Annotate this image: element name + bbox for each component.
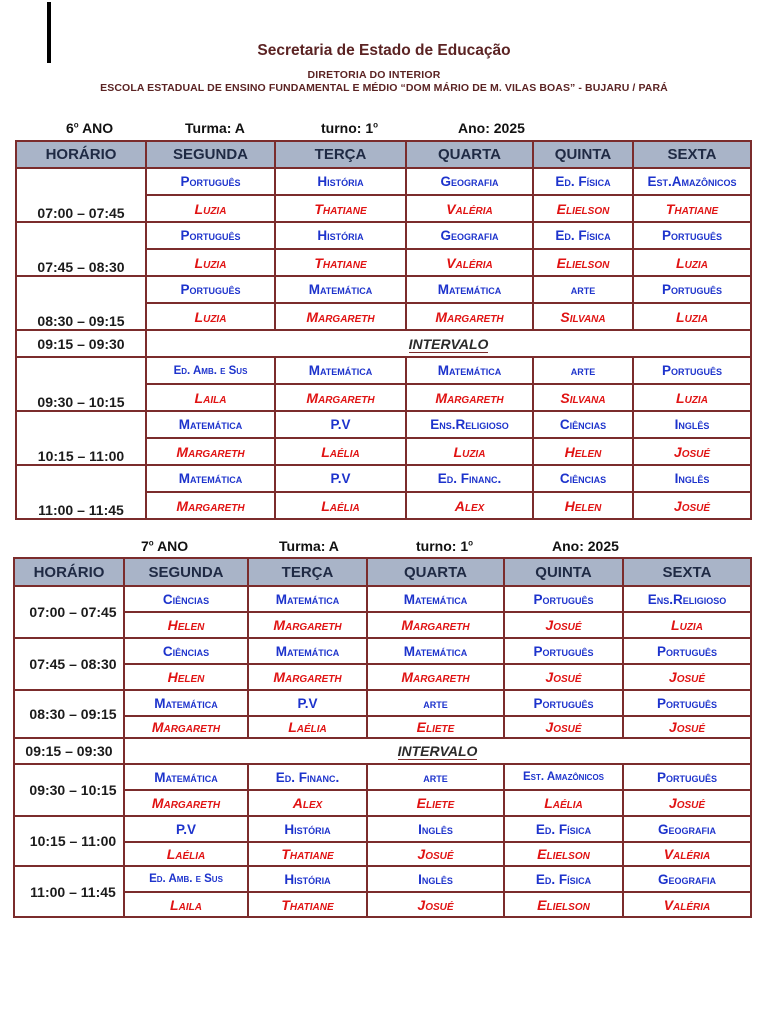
subject-cell: arte [533, 276, 633, 303]
subject-row [14, 638, 751, 664]
subject-cell: arte [367, 764, 504, 790]
time-slot: 07:45 – 08:30 [16, 222, 146, 276]
teacher-cell: Valéria [623, 842, 751, 866]
subject-cell: Matemática [367, 638, 504, 664]
teacher-cell: Valéria [623, 892, 751, 917]
teacher-cell: Eliete [367, 790, 504, 816]
subject-cell: História [248, 866, 367, 892]
interval-row [16, 330, 751, 357]
teacher-cell: Laélia [275, 438, 406, 465]
subject-row [16, 357, 751, 384]
subject-cell: Ed. Física [533, 222, 633, 249]
teacher-cell: Helen [124, 612, 248, 638]
subject-cell: Inglês [633, 411, 751, 438]
interval-cell [146, 330, 751, 357]
subject-cell: Ed. Amb. e Sus [146, 357, 275, 384]
subject-row [14, 690, 751, 716]
year-label: Ano: 2025 [458, 120, 525, 136]
subject-cell: Português [146, 222, 275, 249]
teacher-cell: Silvana [533, 303, 633, 330]
subject-cell: História [248, 816, 367, 842]
teacher-cell: Margareth [146, 438, 275, 465]
subject-cell: Geografia [406, 222, 533, 249]
subject-row [14, 764, 751, 790]
schedule-table-6-ano [15, 140, 752, 520]
subject-cell: Ens.Religioso [623, 586, 751, 612]
subject-cell: Português [504, 638, 623, 664]
teacher-cell: Valéria [406, 249, 533, 276]
subject-cell: Ciências [124, 638, 248, 664]
teacher-cell: Margareth [406, 384, 533, 411]
teacher-row [14, 716, 751, 738]
teacher-cell: Alex [248, 790, 367, 816]
subject-cell: Matemática [146, 465, 275, 492]
teacher-cell: Elielson [533, 249, 633, 276]
time-slot: 08:30 – 09:15 [14, 690, 124, 738]
subject-cell: Português [146, 276, 275, 303]
subject-cell: Ciências [124, 586, 248, 612]
subject-cell: Ciências [533, 465, 633, 492]
teacher-cell: Margareth [367, 664, 504, 690]
subject-cell: Português [146, 168, 275, 195]
teacher-cell: Laila [146, 384, 275, 411]
teacher-cell: Margareth [146, 492, 275, 519]
subject-row [16, 168, 751, 195]
teacher-cell: Thatiane [248, 892, 367, 917]
time-slot: 07:45 – 08:30 [14, 638, 124, 690]
subject-cell: Ciências [533, 411, 633, 438]
teacher-row [14, 664, 751, 690]
time-slot: 10:15 – 11:00 [14, 816, 124, 866]
page-title: Secretaria de Estado de Educação [257, 42, 511, 59]
subject-cell: Matemática [146, 411, 275, 438]
subject-cell: Ed. Financ. [248, 764, 367, 790]
column-header-quarta: QUARTA [367, 558, 504, 586]
teacher-cell: Thatiane [275, 249, 406, 276]
teacher-cell: Margareth [275, 384, 406, 411]
page-subtitle-directorate: DIRETORIA DO INTERIOR [307, 69, 441, 81]
schedule-table-7-ano [13, 557, 752, 918]
subject-cell: Est. Amazônicos [504, 764, 623, 790]
shift-label: turno: 1$^o$ [321, 120, 378, 136]
teacher-cell: Luzia [623, 612, 751, 638]
subject-cell: Matemática [367, 586, 504, 612]
subject-cell: Português [623, 638, 751, 664]
grade-label: 6$^o$ ANO [66, 120, 114, 136]
column-header-quinta: QUINTA [504, 558, 623, 586]
teacher-cell: Luzia [406, 438, 533, 465]
subject-cell: Ed. Física [504, 866, 623, 892]
teacher-cell: Luzia [633, 249, 751, 276]
subject-row [14, 586, 751, 612]
interval-time: 09:15 – 09:30 [16, 330, 146, 357]
teacher-cell: Silvana [533, 384, 633, 411]
teacher-cell: Josué [623, 790, 751, 816]
subject-cell: Português [504, 690, 623, 716]
subject-cell: Matemática [406, 276, 533, 303]
subject-cell: Geografia [623, 816, 751, 842]
teacher-cell: Margareth [248, 612, 367, 638]
subject-cell: Português [623, 690, 751, 716]
time-slot: 10:15 – 11:00 [16, 411, 146, 465]
teacher-cell: Margareth [406, 303, 533, 330]
interval-time: 09:15 – 09:30 [14, 738, 124, 764]
teacher-cell: Laélia [275, 492, 406, 519]
time-slot: 11:00 – 11:45 [16, 465, 146, 519]
teacher-cell: Margareth [367, 612, 504, 638]
subject-cell: Matemática [406, 357, 533, 384]
interval-label: INTERVALO [408, 335, 489, 352]
subject-cell: Geografia [406, 168, 533, 195]
subject-cell: Português [633, 276, 751, 303]
teacher-cell: Josué [633, 492, 751, 519]
column-header-quinta: QUINTA [533, 141, 633, 168]
subject-row [16, 465, 751, 492]
time-slot: 08:30 – 09:15 [16, 276, 146, 330]
subject-cell: Português [633, 222, 751, 249]
teacher-cell: Margareth [124, 716, 248, 738]
subject-cell: Matemática [275, 276, 406, 303]
teacher-cell: Luzia [146, 249, 275, 276]
teacher-cell: Laila [124, 892, 248, 917]
time-slot: 09:30 – 10:15 [16, 357, 146, 411]
time-slot: 11:00 – 11:45 [14, 866, 124, 917]
teacher-cell: Eliete [367, 716, 504, 738]
teacher-cell: Elielson [504, 842, 623, 866]
teacher-cell: Josué [633, 438, 751, 465]
subject-cell: Ed. Financ. [406, 465, 533, 492]
subject-cell: Matemática [248, 586, 367, 612]
teacher-cell: Margareth [124, 790, 248, 816]
column-header-segunda: SEGUNDA [124, 558, 248, 586]
teacher-cell: Elielson [504, 892, 623, 917]
subject-cell: Matemática [275, 357, 406, 384]
subject-cell: Ed. Física [504, 816, 623, 842]
subject-row [16, 222, 751, 249]
teacher-cell: Valéria [406, 195, 533, 222]
subject-cell: Matemática [248, 638, 367, 664]
subject-cell: arte [367, 690, 504, 716]
subject-cell: Matemática [124, 690, 248, 716]
teacher-cell: Thatiane [275, 195, 406, 222]
subject-cell: P.V [275, 465, 406, 492]
subject-cell: P.V [124, 816, 248, 842]
subject-cell: arte [533, 357, 633, 384]
teacher-cell: Laélia [248, 716, 367, 738]
teacher-row [14, 790, 751, 816]
column-header-sexta: SEXTA [623, 558, 751, 586]
time-slot: 07:00 – 07:45 [16, 168, 146, 222]
subject-row [14, 816, 751, 842]
year-label: Ano: 2025 [552, 538, 619, 554]
teacher-cell: Josué [623, 664, 751, 690]
teacher-cell: Helen [533, 438, 633, 465]
interval-label: INTERVALO [397, 743, 478, 759]
teacher-cell: Alex [406, 492, 533, 519]
subject-cell: P.V [275, 411, 406, 438]
page-subtitle-school: ESCOLA ESTADUAL DE ENSINO FUNDAMENTAL E MÉDIO “DOM MÁRIO DE M. VILAS BOAS” - BUJARU / PARÁ [100, 82, 668, 94]
time-slot: 09:30 – 10:15 [14, 764, 124, 816]
teacher-cell: Thatiane [248, 842, 367, 866]
subject-cell: Ens.Religioso [406, 411, 533, 438]
class-label: Turma: A [279, 538, 339, 554]
teacher-cell: Laélia [504, 790, 623, 816]
teacher-cell: Margareth [248, 664, 367, 690]
teacher-cell: Luzia [146, 195, 275, 222]
subject-cell: História [275, 222, 406, 249]
subject-row [16, 276, 751, 303]
teacher-row [14, 842, 751, 866]
column-header-sexta: SEXTA [633, 141, 751, 168]
column-header-quarta: QUARTA [406, 141, 533, 168]
teacher-cell: Josué [504, 716, 623, 738]
subject-cell: P.V [248, 690, 367, 716]
grade-label: 7$^o$ ANO [141, 538, 189, 554]
interval-cell [124, 738, 751, 764]
teacher-cell: Elielson [533, 195, 633, 222]
subject-cell: História [275, 168, 406, 195]
subject-cell: Inglês [367, 866, 504, 892]
time-slot: 07:00 – 07:45 [14, 586, 124, 638]
subject-row [14, 866, 751, 892]
teacher-cell: Thatiane [633, 195, 751, 222]
subject-row [16, 411, 751, 438]
teacher-cell: Luzia [633, 303, 751, 330]
teacher-cell: Josué [623, 716, 751, 738]
subject-cell: Português [623, 764, 751, 790]
column-header-segunda: SEGUNDA [146, 141, 275, 168]
subject-cell: Inglês [367, 816, 504, 842]
teacher-cell: Helen [124, 664, 248, 690]
subject-cell: Inglês [633, 465, 751, 492]
teacher-cell: Josué [367, 842, 504, 866]
column-header-terca: TERÇA [275, 141, 406, 168]
column-header-terca: TERÇA [248, 558, 367, 586]
subject-cell: Geografia [623, 866, 751, 892]
teacher-cell: Helen [533, 492, 633, 519]
header-row [14, 558, 751, 586]
subject-cell: Português [633, 357, 751, 384]
teacher-cell: Luzia [146, 303, 275, 330]
subject-cell: Matemática [124, 764, 248, 790]
teacher-cell: Laélia [124, 842, 248, 866]
header-row [16, 141, 751, 168]
teacher-cell: Margareth [275, 303, 406, 330]
shift-label: turno: 1$^o$ [416, 538, 473, 554]
column-header-horario: HORÁRIO [14, 558, 124, 586]
teacher-row [14, 612, 751, 638]
subject-cell: Est.Amazônicos [633, 168, 751, 195]
interval-row [14, 738, 751, 764]
subject-cell: Português [504, 586, 623, 612]
column-header-horario: HORÁRIO [16, 141, 146, 168]
teacher-cell: Josué [504, 612, 623, 638]
subject-cell: Ed. Amb. e Sus [124, 866, 248, 892]
subject-cell: Ed. Física [533, 168, 633, 195]
teacher-row [14, 892, 751, 917]
class-label: Turma: A [185, 120, 245, 136]
teacher-cell: Luzia [633, 384, 751, 411]
teacher-cell: Josué [504, 664, 623, 690]
teacher-cell: Josué [367, 892, 504, 917]
